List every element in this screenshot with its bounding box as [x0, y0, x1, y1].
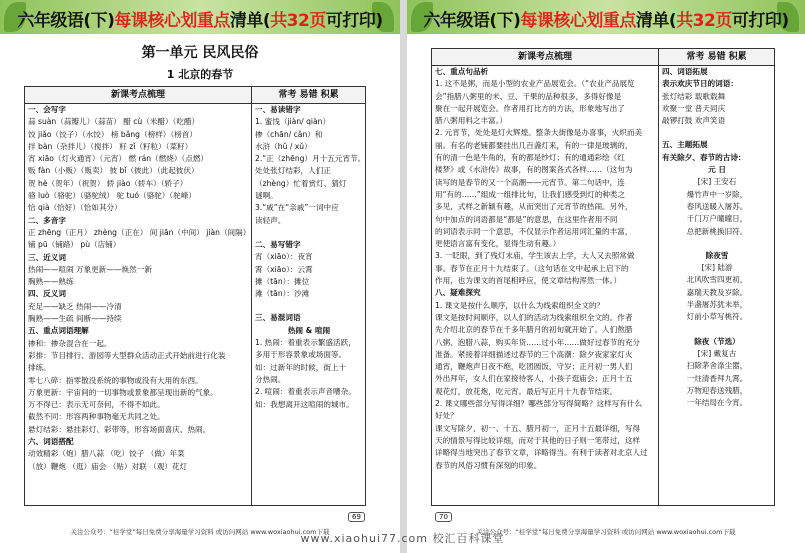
side-column-header: 常考 易错 积累 — [659, 49, 774, 66]
column-divider — [658, 49, 659, 505]
banner-highlight-pages: 共32页 — [676, 11, 732, 31]
text-line: 多见，式样之新颖有趣，从而突出了元宵节的热闹。另外， — [435, 202, 633, 212]
text-line: 半盏屠苏犹未举， — [686, 300, 748, 310]
text-line: 拌 bàn（杂拌儿）（搅拌） 籽 zǐ（籽粒）（菜籽） — [28, 141, 193, 151]
text-line: 彩排：节目排行、游园等大型群众活动正式开始前进行化装 — [28, 350, 226, 360]
text-line: 滩（tān）：沙滩 — [255, 289, 310, 299]
text-line: 动效精彩（炮）腊八蒜 （吃）饺子 （做）年菜 — [28, 449, 185, 459]
text-line: 处处张灯结彩，人们正 — [255, 166, 331, 176]
text-line: 3. 一眨眼，到了残灯末庙，学生该去上学，大人又去照常做 — [435, 251, 635, 261]
banner-highlight: 每课核心划重点 — [114, 11, 230, 31]
text-line: 有的清一色是牛角的，有的都是纱灯；有的通通彩绘《红 — [435, 153, 625, 163]
text-line: 事。春节在正月十九结束了。（这句话在文中起承上启下的 — [435, 263, 629, 273]
text-line: 聚在一起开展览会。作者用打比方的方法，形象地写出了 — [435, 103, 625, 113]
text-line: 详略得当地突出了春节文章，详略得当。有利于读者对北京人过 — [435, 448, 648, 458]
lesson-title: 1 北京的春节 — [166, 68, 234, 81]
text-line: 胸熟——生疏 间断——持续 — [28, 314, 122, 324]
section-heading: 一、会写字 — [28, 105, 66, 114]
text-line: 骆 luò（骆驼）（骆驼绒） 驼 tuó（骆驼）（驼峰） — [28, 191, 196, 201]
text-line: 正 zhēng（正月） zhèng（正在） 间 jiān（中间） jiàn（间隔） — [28, 227, 251, 237]
section-heading: 四、反义词 — [28, 289, 66, 299]
text-line: 1. 这不是粥，而是小型的农业产品展览会。（“农业产品展览 — [435, 79, 635, 89]
banner-prefix: 六年级语 — [423, 11, 490, 31]
text-line: 饺 jiǎo（饺子）（水饺） 榜 bǎng（榜样）（榜首） — [28, 129, 197, 139]
text-line: 霄（xiāo）：云霄 — [255, 264, 313, 274]
text-line: 1. 蜜饯（jiàn/ qiàn） — [255, 117, 331, 127]
main-column — [435, 66, 656, 472]
text-line: 腊八粥用料之丰富。） — [435, 116, 508, 126]
text-line: 北风吹雪四更初， — [686, 275, 748, 285]
main-column-header: 新课考点梳理 — [432, 49, 658, 66]
content-table — [431, 48, 775, 506]
text-line: 2.“正（zhēng）月十五元宵节。 — [255, 154, 366, 164]
section-heading: 有关除夕、春节的古诗： — [662, 152, 746, 162]
section-heading: 八、疑难探究 — [435, 288, 481, 298]
text-line: 2. 元宵节，处处是灯火辉煌。整条大街像是办喜事，火炽而美 — [435, 128, 643, 138]
text-line: 多用于形容景象或场面等。 — [255, 350, 347, 360]
text-line: 铺 pū（铺路） pù（店铺） — [28, 240, 121, 250]
text-line: 会”指腊八粥里的米、豆、干果的品种很多，多得好像是 — [435, 91, 622, 101]
text-line: 春风送暖入屠苏。 — [686, 201, 748, 211]
text-line: 除夜（节选） — [694, 336, 740, 346]
unit-title: 第一单元 民风民俗 — [141, 45, 259, 61]
side-column — [255, 104, 366, 411]
page-right — [407, 0, 805, 536]
text-line: 零七八碎：指零散没系统的事物或没有大用的东西。 — [28, 375, 203, 385]
text-line: 充足——缺乏 热闹——冷清 — [28, 301, 122, 311]
text-line: 观花灯，放花炮，吃元宵。最后写正月十九春节结束。 — [435, 386, 618, 396]
text-line: 句中加点的词语都是“都是”的意思，在这里作者用不同 — [435, 214, 618, 224]
section-heading: 二、易写错字 — [255, 239, 301, 249]
text-line: 课文写除夕、初一、十五、腊月初一，正月十五最详细，写得 — [435, 423, 641, 433]
text-line: 一炷清香拜九霄。 — [686, 373, 748, 383]
text-line: [宋] 王安石 — [697, 177, 737, 187]
text-line: 爆竹声中一岁除， — [686, 189, 748, 199]
section-heading: 四、词语拓展 — [662, 67, 708, 76]
text-line: 千门万户曈曈日， — [686, 214, 748, 224]
text-line: 胸熟——熟练 — [28, 277, 74, 287]
section-heading: 三、近义词 — [28, 252, 66, 262]
section-heading: 三、易混词语 — [255, 313, 301, 323]
text-line: 读轻声。 — [255, 215, 286, 225]
section-heading: 六、词语搭配 — [28, 437, 74, 447]
text-line: 先介绍北京的春节在千多年腊月的初旬就开始了。人们熬腊 — [435, 325, 633, 335]
section-heading: 五、重点词语理解 — [28, 326, 89, 336]
banner-mid: 清单( — [635, 11, 677, 31]
banner-title — [407, 6, 805, 31]
section-heading: 七、重点句品析 — [435, 67, 489, 76]
banner-bracket: (下) — [489, 11, 521, 31]
text-line: 总把新桃换旧符。 — [686, 226, 748, 236]
text-line: 分热闹。 — [255, 374, 286, 384]
page-footer: 关注公众号：“桂学堂”每日免费分享海量学习资料 或访问网站 www.woxiaohui.com下载 — [70, 528, 330, 536]
text-line: 准备。紧接着详细描述过春节的三个高潮：除夕夜家家灯火 — [435, 349, 633, 359]
text-line: 万物迎春送残腊， — [686, 385, 748, 395]
text-line: 2. 喧闹：着重表示声音嘈杂。 — [255, 387, 356, 397]
text-line: 丽。有名的老铺都要挂出几百盏灯来，有的一律是玻璃的， — [435, 140, 633, 150]
text-line: 谜啊。 — [255, 191, 278, 201]
text-line: 更使语言富有变化，显得生动有趣。） — [435, 239, 561, 249]
text-line: 摊（tān）：摊位 — [255, 276, 310, 286]
text-line: 水浒（hǔ / xǔ） — [255, 141, 312, 151]
text-line: 热闹 & 喧闹 — [287, 325, 331, 335]
text-line: 好处？ — [435, 411, 458, 421]
text-line: 一年结局在今宵。 — [686, 398, 748, 408]
text-line: 贩 fàn（小贩）（贩卖） 彼 bǐ（彼此）（此起彼伏） — [28, 166, 199, 176]
page-number: 70 — [435, 512, 452, 522]
page-left — [0, 0, 400, 536]
banner-suffix: 可打印) — [731, 11, 789, 31]
section-heading: 二、多音字 — [28, 215, 66, 225]
text-line: 如：我想离开这喧闹的城市。 — [255, 399, 354, 409]
text-line: 作用，也为课文的首尾相呼应，使文章结构浑然一体。） — [435, 276, 622, 286]
page-footer: 关注公众号：“桂学堂”每日免费分享海量学习资料 或访问网站 www.woxiaohui.com下载 — [476, 528, 736, 536]
text-line: 宵（xiāo）：夜宵 — [255, 252, 313, 262]
text-line: 万象更新：宇宙间的一切事物或景象都呈现出新的气象。 — [28, 387, 218, 397]
page-banner — [0, 0, 400, 34]
text-line: [宋] 陆游 — [701, 263, 733, 273]
text-line: 排练。 — [28, 363, 51, 373]
banner-bracket: (下) — [83, 11, 115, 31]
text-line: 悬灯结彩：悬挂彩灯、彩带等，形容场面喜庆、热闹。 — [28, 424, 211, 434]
text-line: 通宵，鞭炮声日夜不绝，吃团圆饭，守岁；正月初一男人们 — [435, 362, 633, 372]
column-divider — [251, 87, 252, 505]
banner-prefix: 六年级语 — [17, 11, 84, 31]
text-line: 掺和：掺杂混合在一起。 — [28, 338, 112, 348]
section-heading: 表示欢庆节日的词语： — [662, 79, 738, 89]
banner-highlight-pages: 共32页 — [270, 11, 326, 31]
text-line: 楼梦》或《水浒传》故事，有的图案各式各样……（这句为 — [435, 165, 633, 175]
page-gutter — [400, 0, 407, 553]
text-line: 天的情景写得比较详细，而对于其他的日子则一笔带过，这样 — [435, 435, 641, 445]
text-line: 热闹——喧闹 万象更新——焕然一新 — [28, 264, 152, 274]
text-line: 课文是按时间顺序，以人们的活动为线索组织全文的。作者 — [435, 312, 633, 322]
text-line: 用“有的……”组成一组排比句，让我们感受到灯的种类之 — [435, 189, 626, 199]
text-line: （放）鞭炮 （逛）庙会 （贴）对联 （观）花灯 — [28, 461, 188, 471]
banner-suffix: 可打印) — [325, 11, 383, 31]
section-heading: 一、易读错字 — [255, 105, 301, 114]
text-line: 恰 qià（恰好）（恰如其分） — [28, 203, 122, 213]
text-line: 1. 课文是按什么顺序，以什么为线索组织全文的？ — [435, 300, 605, 310]
text-line: 敲锣打鼓 欢声笑语 — [662, 116, 726, 126]
text-line: 蒜 suàn（蒜瓣儿）（蒜苗） 醋 cù（米醋）（吃醋） — [28, 117, 200, 127]
watermark: www.xiaohui77.com 校汇百科课堂 — [300, 532, 505, 545]
text-line: 灯前小草写桃符。 — [686, 312, 748, 322]
text-line: 嘉瑞天教及岁除。 — [686, 287, 748, 297]
text-line: 的词语表示同一个意思，不仅显示作者运用词汇量的丰富， — [435, 226, 633, 236]
page-banner — [407, 0, 805, 34]
text-line: 掺（chān/ cǎn）和 — [255, 129, 323, 139]
text-line: 元 日 — [708, 165, 726, 175]
page-number: 69 — [348, 512, 365, 522]
banner-mid: 清单( — [229, 11, 271, 31]
text-line: 截然不同：形容两种事物毫无共同之处。 — [28, 412, 165, 422]
banner-title — [0, 6, 400, 31]
text-line: 宵 xiāo（灯火通宵）（元宵） 燃 rán（燃烧）（点燃） — [28, 154, 209, 164]
banner-highlight: 每课核心划重点 — [520, 11, 636, 31]
text-line: 欢聚一堂 普天同庆 — [662, 103, 726, 113]
text-line: （zhèng）忙着赏灯、猜灯 — [255, 178, 347, 188]
main-column-header: 新课考点梳理 — [25, 87, 251, 104]
text-line: 2. 课文哪些部分写得详细？哪些部分写得简略？这样写有什么 — [435, 399, 643, 409]
text-line: 八粥、泡腊八蒜，购买年货……过小年……做好过春节的充分 — [435, 337, 641, 347]
text-line: [宋] 戴复古 — [697, 348, 737, 358]
main-column — [28, 104, 249, 473]
text-line: 1. 热闹：着重表示繁盛活跃， — [255, 338, 356, 348]
text-line: 春节的风俗习惯有深刻的印象。 — [435, 460, 542, 470]
side-column — [662, 66, 772, 409]
text-line: 张灯结彩 载歌载舞 — [662, 91, 726, 101]
text-line: 如：过新年的时候，街上十 — [255, 362, 347, 372]
content-table — [24, 86, 366, 506]
text-line: 3.“戚”在“亲戚”一词中应 — [255, 203, 339, 213]
text-line: 外出拜年，女人们在家接待客人，小孩子逛庙会；正月十五 — [435, 374, 633, 384]
section-heading: 五、主题拓展 — [662, 140, 708, 150]
text-line: 万不得已：表示无可奈何，不得不如此。 — [28, 400, 165, 410]
text-line: 除夜雪 — [705, 250, 729, 260]
side-column-header: 常考 易错 积累 — [252, 87, 365, 104]
text-line: 扫除茅舍涤尘嚣， — [686, 361, 748, 371]
text-line: 贺 hè（贺年）（祝贺） 轿 jiào（轿车）（轿子） — [28, 178, 188, 188]
text-line: 读写的是春节的又一个高潮——元宵节。第二句话中，连 — [435, 177, 625, 187]
